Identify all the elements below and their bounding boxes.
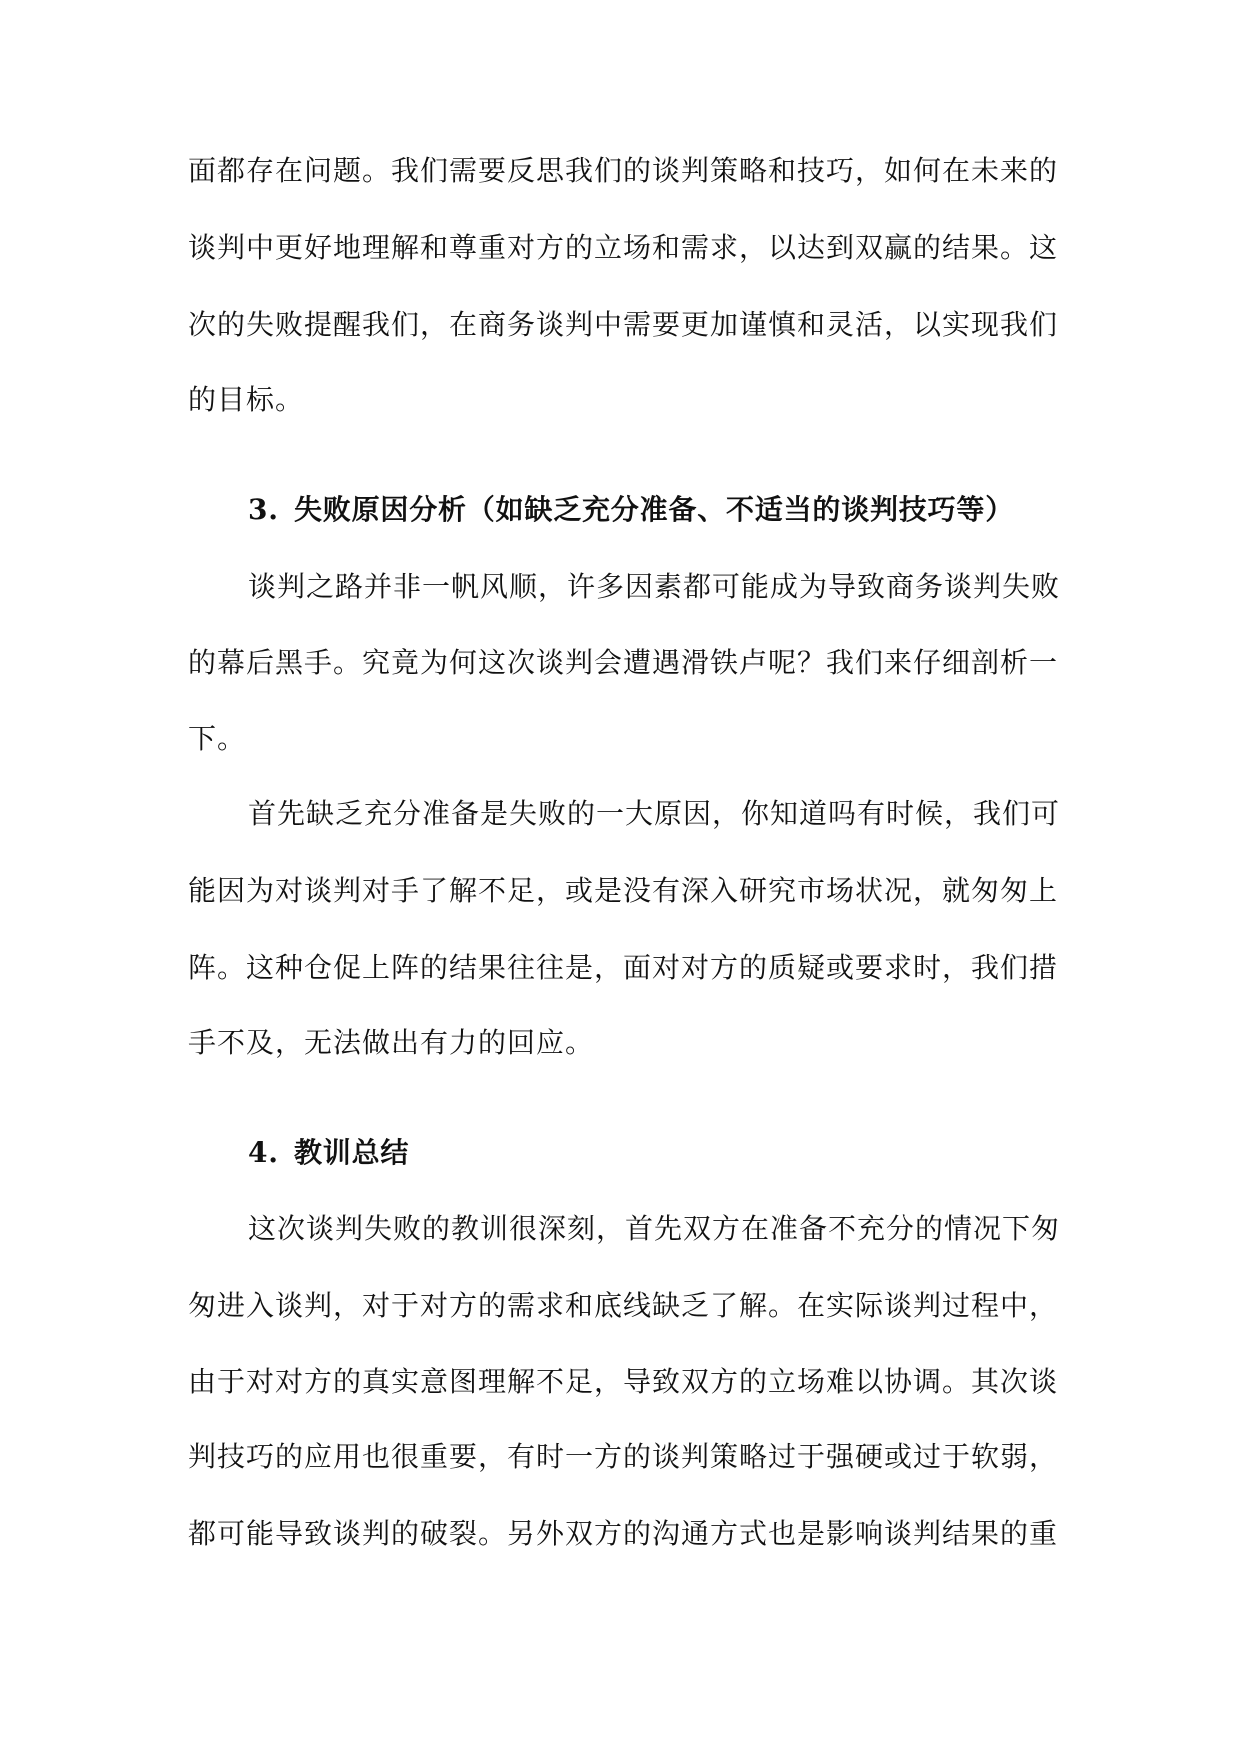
text-line: 的幕后黑手。究竟为何这次谈判会遭遇滑铁卢呢？我们来仔细剖析一 [188,646,1059,679]
section-number: 3. [248,493,279,526]
section-title: 教训总结 [294,1136,410,1169]
text-line: 都可能导致谈判的破裂。另外双方的沟通方式也是影响谈判结果的重 [188,1517,1059,1550]
section-number: 4. [248,1136,279,1169]
text-line: 匆进入谈判，对于对方的需求和底线缺乏了解。在实际谈判过程中， [188,1289,1059,1322]
text-line: 面都存在问题。我们需要反思我们的谈判策略和技巧，如何在未来的 [188,154,1059,187]
text-line: 次的失败提醒我们，在商务谈判中需要更加谨慎和灵活，以实现我们 [188,308,1059,341]
section-heading [248,1133,409,1173]
text-line: 下。 [188,722,247,755]
text-line: 能因为对谈判对手了解不足，或是没有深入研究市场状况，就匆匆上 [188,874,1059,907]
section-title: 失败原因分析（如缺乏充分准备、不适当的谈判技巧等） [294,493,1015,526]
text-line: 阵。这种仓促上阵的结果往往是，面对对方的质疑或要求时，我们措 [188,951,1059,984]
section-heading [248,490,1014,530]
text-line: 由于对对方的真实意图理解不足，导致双方的立场难以协调。其次谈 [188,1365,1059,1398]
text-line: 谈判中更好地理解和尊重对方的立场和需求，以达到双赢的结果。这 [188,231,1059,264]
text-line: 这次谈判失败的教训很深刻，首先双方在准备不充分的情况下匆 [248,1212,1061,1245]
text-line: 的目标。 [188,383,305,416]
text-line: 谈判之路并非一帆风顺，许多因素都可能成为导致商务谈判失败 [248,570,1061,603]
text-line: 首先缺乏充分准备是失败的一大原因，你知道吗有时候，我们可 [248,797,1061,830]
text-line: 判技巧的应用也很重要，有时一方的谈判策略过于强硬或过于软弱， [188,1440,1059,1473]
text-line: 手不及，无法做出有力的回应。 [188,1026,595,1059]
